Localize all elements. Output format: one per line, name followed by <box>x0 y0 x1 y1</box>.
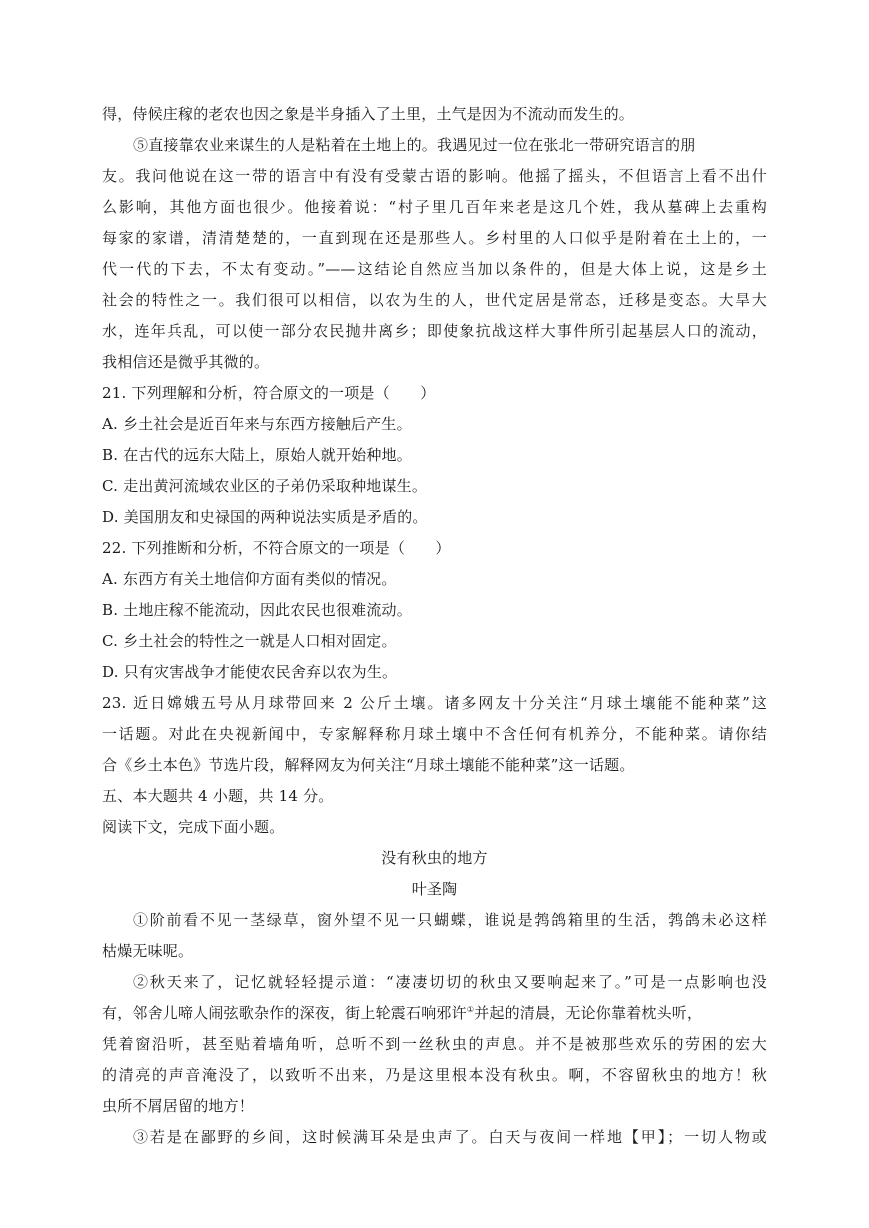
paragraph-line: ②秋天来了，记忆就轻轻提示道：“凄凄切切的秋虫又要响起来了。”可是一点影响也没 <box>133 973 767 991</box>
question-line: 合《乡土本色》节选片段，解释网友为何关注“月球土壤能不能种菜”这一话题。 <box>102 756 635 774</box>
option-c: C. 走出黄河流域农业区的子弟仍采取种地谋生。 <box>102 477 428 495</box>
option-c: C. 乡土社会的特性之一就是人口相对固定。 <box>102 632 397 650</box>
paragraph-line: 社会的特性之一。我们很可以相信，以农为生的人，世代定居是常态，迁移是变态。大旱大 <box>102 291 767 309</box>
paragraph-line: 凭着窗沿听，甚至贴着墙角听，总听不到一丝秋虫的声息。并不是被那些欢乐的劳困的宏大 <box>102 1035 767 1053</box>
paragraph-line: 枯燥无味呢。 <box>102 942 194 960</box>
text-span: 并起的清晨，无论你靠着枕头听， <box>474 1004 703 1022</box>
essay-author: 叶圣陶 <box>411 880 458 898</box>
option-a: A. 东西方有关土地信仰方面有类似的情况。 <box>102 570 397 588</box>
paragraph-line: ①阶前看不见一茎绿草，窗外望不见一只蝴蝶，谁说是鹁鸽箱里的生活，鹁鸽未必这样 <box>133 911 767 929</box>
paragraph-line <box>102 998 767 1029</box>
paragraph-line: 每家的家谱，清清楚楚的，一直到现在还是那些人。乡村里的人口似乎是附着在土上的，一 <box>102 229 767 247</box>
essay-title: 没有秋虫的地方 <box>381 849 488 867</box>
question-21 <box>102 378 767 533</box>
paragraph-line: 虫所不屑居留的地方！ <box>102 1097 255 1115</box>
question-stem: 21. 下列理解和分析，符合原文的一项是（ ） <box>102 384 436 402</box>
paragraph-line: 么影响，其他方面也很少。他接着说：“村子里几百年来老是这几个姓，我从墓碑上去重构 <box>102 198 767 216</box>
question-22 <box>102 533 767 688</box>
paragraph-5 <box>102 130 767 378</box>
option-b: B. 在古代的远东大陆上，原始人就开始种地。 <box>102 446 412 464</box>
question-line: 一话题。对此在央视新闻中，专家解释称月球土壤中不含任何有机养分，不能种菜。请你结 <box>102 725 767 743</box>
option-d: D. 美国朋友和史禄国的两种说法实质是矛盾的。 <box>102 508 428 526</box>
essay-paragraph-3: ③若是在鄙野的乡间，这时候满耳朵是虫声了。白天与夜间一样地【甲】；一切人物或 <box>133 1128 767 1146</box>
essay-paragraph-2 <box>102 967 767 1122</box>
document-page <box>102 99 767 1153</box>
paragraph-line: 我相信还是微乎其微的。 <box>102 353 270 371</box>
text-span: 有，邻舍儿啼人闹弦歌杂作的深夜，街上轮震石响邪许 <box>102 1004 467 1022</box>
paragraph-line: 友。我问他说在这一带的语言中有没有受蒙古语的影响。他摇了摇头，不但语言上看不出什 <box>102 167 767 185</box>
paragraph-line: 代一代的下去，不太有变动。”——这结论自然应当加以条件的，但是大体上说，这是乡土 <box>102 260 767 278</box>
essay-paragraph-1 <box>102 905 767 967</box>
footnote-marker: ① <box>466 1005 475 1014</box>
option-d: D. 只有灾害战争才能使农民舍弃以农为生。 <box>102 663 398 681</box>
option-b: B. 土地庄稼不能流动，因此农民也很难流动。 <box>102 601 412 619</box>
question-23 <box>102 688 767 781</box>
paragraph-line: ⑤直接靠农业来谋生的人是粘着在土地上的。我遇见过一位在张北一带研究语言的朋 <box>133 136 696 154</box>
paragraph-line: 的清亮的声音淹没了，以致听不出来，乃是这里根本没有秋虫。啊，不容留秋虫的地方！秋 <box>102 1066 767 1084</box>
passage-text-line: 得，侍候庄稼的老农也因之象是半身插入了土里，土气是因为不流动而发生的。 <box>102 105 635 123</box>
section-instruction: 阅读下文，完成下面小题。 <box>102 818 285 836</box>
question-stem: 22. 下列推断和分析，不符合原文的一项是（ ） <box>102 539 451 557</box>
paragraph-line: 水，连年兵乱，可以使一部分农民抛井离乡；即使象抗战这样大事件所引起基层人口的流动， <box>102 322 767 340</box>
question-line: 23. 近日嫦娥五号从月球带回来 2 公斤土壤。诸多网友十分关注“月球土壤能不能种菜”这 <box>102 694 767 712</box>
section-heading: 五、本大题共 4 小题，共 14 分。 <box>102 787 334 805</box>
option-a: A. 乡土社会是近百年来与东西方接触后产生。 <box>102 415 412 433</box>
